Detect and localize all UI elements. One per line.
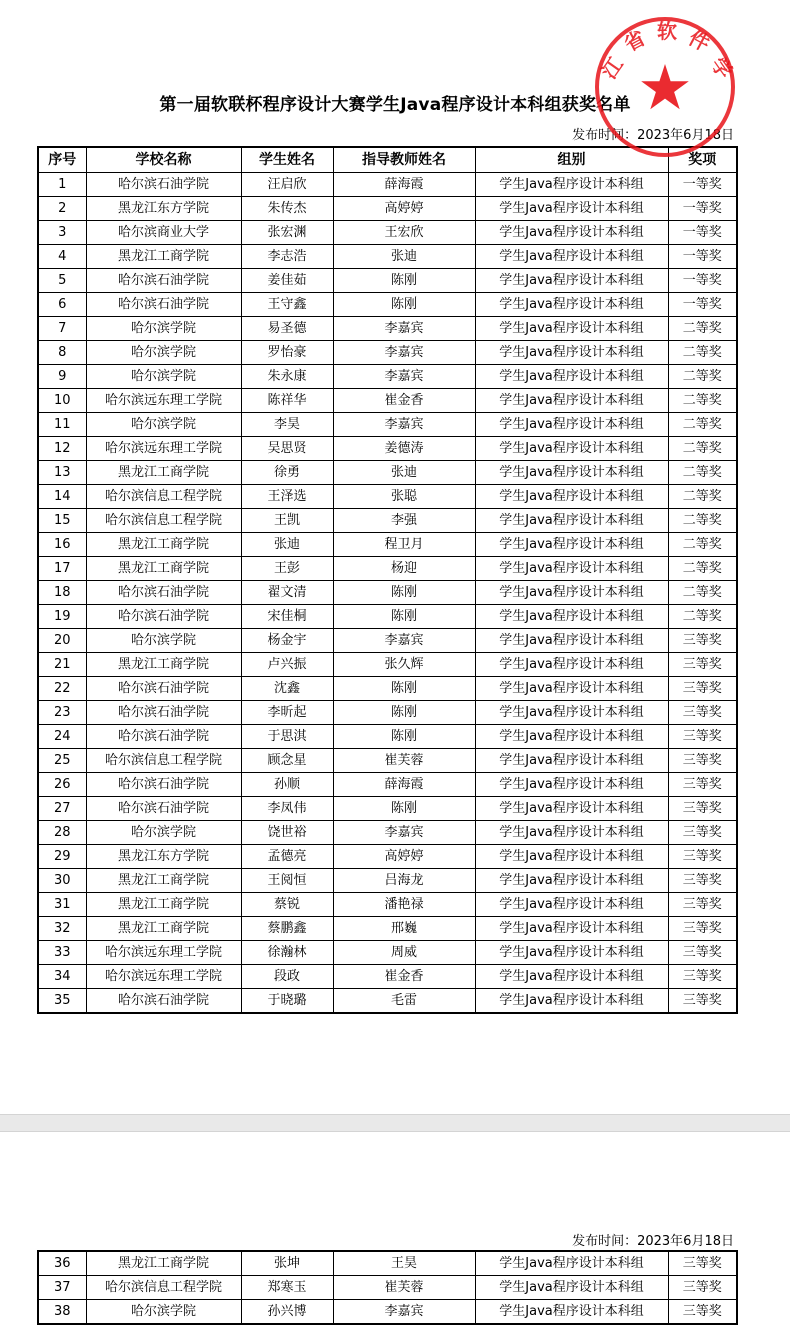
cell-index: 2 xyxy=(38,197,86,221)
cell-student: 王泽选 xyxy=(241,485,333,509)
official-seal-stamp xyxy=(590,12,740,162)
cell-index: 33 xyxy=(38,941,86,965)
cell-school: 哈尔滨石油学院 xyxy=(86,173,241,197)
cell-award: 二等奖 xyxy=(668,413,737,437)
cell-school: 哈尔滨学院 xyxy=(86,317,241,341)
cell-advisor: 李嘉宾 xyxy=(333,413,475,437)
cell-index: 20 xyxy=(38,629,86,653)
cell-school: 哈尔滨商业大学 xyxy=(86,221,241,245)
cell-group: 学生Java程序设计本科组 xyxy=(475,845,668,869)
table-row xyxy=(38,869,737,893)
cell-index: 30 xyxy=(38,869,86,893)
cell-student: 王凯 xyxy=(241,509,333,533)
cell-student: 宋佳桐 xyxy=(241,605,333,629)
cell-student: 姜佳茹 xyxy=(241,269,333,293)
table-row xyxy=(38,269,737,293)
cell-index: 38 xyxy=(38,1300,86,1325)
cell-advisor: 崔芙蓉 xyxy=(333,1276,475,1300)
cell-student: 易圣德 xyxy=(241,317,333,341)
cell-group: 学生Java程序设计本科组 xyxy=(475,1251,668,1276)
cell-group: 学生Java程序设计本科组 xyxy=(475,989,668,1014)
cell-group: 学生Java程序设计本科组 xyxy=(475,341,668,365)
cell-student: 蔡鹏鑫 xyxy=(241,917,333,941)
cell-group: 学生Java程序设计本科组 xyxy=(475,485,668,509)
table-row xyxy=(38,509,737,533)
cell-school: 黑龙江东方学院 xyxy=(86,845,241,869)
cell-group: 学生Java程序设计本科组 xyxy=(475,389,668,413)
cell-school: 黑龙江工商学院 xyxy=(86,245,241,269)
cell-school: 哈尔滨学院 xyxy=(86,365,241,389)
cell-group: 学生Java程序设计本科组 xyxy=(475,725,668,749)
cell-school: 哈尔滨石油学院 xyxy=(86,701,241,725)
cell-index: 26 xyxy=(38,773,86,797)
table-row xyxy=(38,893,737,917)
table-row xyxy=(38,485,737,509)
cell-index: 36 xyxy=(38,1251,86,1276)
cell-group: 学生Java程序设计本科组 xyxy=(475,1276,668,1300)
cell-award: 二等奖 xyxy=(668,437,737,461)
cell-index: 7 xyxy=(38,317,86,341)
cell-group: 学生Java程序设计本科组 xyxy=(475,293,668,317)
cell-index: 28 xyxy=(38,821,86,845)
cell-award: 二等奖 xyxy=(668,557,737,581)
cell-index: 37 xyxy=(38,1276,86,1300)
cell-index: 17 xyxy=(38,557,86,581)
cell-group: 学生Java程序设计本科组 xyxy=(475,893,668,917)
cell-student: 徐勇 xyxy=(241,461,333,485)
cell-index: 4 xyxy=(38,245,86,269)
svg-text:江: 江 xyxy=(596,52,628,84)
cell-advisor: 陈刚 xyxy=(333,605,475,629)
cell-group: 学生Java程序设计本科组 xyxy=(475,509,668,533)
cell-award: 一等奖 xyxy=(668,197,737,221)
cell-advisor: 陈刚 xyxy=(333,581,475,605)
cell-advisor: 杨迎 xyxy=(333,557,475,581)
cell-group: 学生Java程序设计本科组 xyxy=(475,869,668,893)
cell-student: 陈祥华 xyxy=(241,389,333,413)
cell-award: 二等奖 xyxy=(668,461,737,485)
cell-school: 黑龙江工商学院 xyxy=(86,557,241,581)
cell-award: 三等奖 xyxy=(668,941,737,965)
cell-index: 16 xyxy=(38,533,86,557)
svg-text:省: 省 xyxy=(620,25,650,57)
cell-group: 学生Java程序设计本科组 xyxy=(475,605,668,629)
cell-advisor: 陈刚 xyxy=(333,701,475,725)
cell-school: 黑龙江工商学院 xyxy=(86,869,241,893)
cell-advisor: 邢巍 xyxy=(333,917,475,941)
table-row xyxy=(38,245,737,269)
cell-advisor: 王宏欣 xyxy=(333,221,475,245)
header-group: 组别 xyxy=(475,147,668,173)
cell-school: 哈尔滨信息工程学院 xyxy=(86,749,241,773)
page-separator xyxy=(0,1114,790,1132)
cell-award: 一等奖 xyxy=(668,221,737,245)
cell-advisor: 吕海龙 xyxy=(333,869,475,893)
cell-group: 学生Java程序设计本科组 xyxy=(475,629,668,653)
cell-group: 学生Java程序设计本科组 xyxy=(475,461,668,485)
cell-index: 24 xyxy=(38,725,86,749)
cell-school: 哈尔滨远东理工学院 xyxy=(86,965,241,989)
cell-award: 三等奖 xyxy=(668,1276,737,1300)
cell-group: 学生Java程序设计本科组 xyxy=(475,581,668,605)
table-row xyxy=(38,821,737,845)
cell-school: 黑龙江工商学院 xyxy=(86,1251,241,1276)
cell-award: 三等奖 xyxy=(668,821,737,845)
cell-group: 学生Java程序设计本科组 xyxy=(475,557,668,581)
cell-student: 段政 xyxy=(241,965,333,989)
cell-group: 学生Java程序设计本科组 xyxy=(475,773,668,797)
cell-advisor: 陈刚 xyxy=(333,677,475,701)
cell-award: 三等奖 xyxy=(668,725,737,749)
table-row xyxy=(38,437,737,461)
cell-school: 黑龙江东方学院 xyxy=(86,197,241,221)
table-row xyxy=(38,677,737,701)
cell-group: 学生Java程序设计本科组 xyxy=(475,533,668,557)
header-index: 序号 xyxy=(38,147,86,173)
cell-award: 三等奖 xyxy=(668,893,737,917)
cell-advisor: 李嘉宾 xyxy=(333,1300,475,1325)
cell-index: 34 xyxy=(38,965,86,989)
cell-award: 一等奖 xyxy=(668,293,737,317)
cell-award: 二等奖 xyxy=(668,581,737,605)
header-student: 学生姓名 xyxy=(241,147,333,173)
cell-advisor: 周威 xyxy=(333,941,475,965)
cell-advisor: 张迪 xyxy=(333,245,475,269)
cell-school: 黑龙江工商学院 xyxy=(86,653,241,677)
cell-award: 三等奖 xyxy=(668,797,737,821)
cell-advisor: 崔金香 xyxy=(333,389,475,413)
table-row xyxy=(38,941,737,965)
cell-student: 孟德亮 xyxy=(241,845,333,869)
cell-group: 学生Java程序设计本科组 xyxy=(475,749,668,773)
cell-student: 张坤 xyxy=(241,1251,333,1276)
cell-student: 张迪 xyxy=(241,533,333,557)
table-row xyxy=(38,917,737,941)
cell-student: 王彭 xyxy=(241,557,333,581)
table-row xyxy=(38,413,737,437)
cell-school: 哈尔滨石油学院 xyxy=(86,725,241,749)
cell-award: 二等奖 xyxy=(668,509,737,533)
cell-student: 李志浩 xyxy=(241,245,333,269)
table-row xyxy=(38,557,737,581)
award-table-page-1 xyxy=(37,146,738,1014)
table-row xyxy=(38,989,737,1014)
cell-school: 哈尔滨石油学院 xyxy=(86,293,241,317)
cell-student: 于晓璐 xyxy=(241,989,333,1014)
cell-advisor: 崔金香 xyxy=(333,965,475,989)
cell-award: 二等奖 xyxy=(668,605,737,629)
cell-group: 学生Java程序设计本科组 xyxy=(475,197,668,221)
cell-group: 学生Java程序设计本科组 xyxy=(475,821,668,845)
cell-student: 卢兴振 xyxy=(241,653,333,677)
cell-school: 哈尔滨信息工程学院 xyxy=(86,509,241,533)
cell-student: 汪启欣 xyxy=(241,173,333,197)
cell-index: 1 xyxy=(38,173,86,197)
cell-student: 罗怡豪 xyxy=(241,341,333,365)
cell-award: 一等奖 xyxy=(668,173,737,197)
cell-advisor: 李嘉宾 xyxy=(333,341,475,365)
cell-index: 35 xyxy=(38,989,86,1014)
cell-advisor: 李嘉宾 xyxy=(333,365,475,389)
cell-student: 于思淇 xyxy=(241,725,333,749)
cell-award: 二等奖 xyxy=(668,365,737,389)
table-row xyxy=(38,1300,737,1325)
document-page-2 xyxy=(0,1132,790,1342)
cell-advisor: 薛海霞 xyxy=(333,173,475,197)
cell-school: 哈尔滨远东理工学院 xyxy=(86,437,241,461)
cell-school: 哈尔滨信息工程学院 xyxy=(86,1276,241,1300)
svg-text:件: 件 xyxy=(684,25,714,57)
table-row xyxy=(38,461,737,485)
cell-index: 18 xyxy=(38,581,86,605)
cell-school: 哈尔滨学院 xyxy=(86,821,241,845)
cell-advisor: 王昊 xyxy=(333,1251,475,1276)
cell-student: 李昊 xyxy=(241,413,333,437)
cell-group: 学生Java程序设计本科组 xyxy=(475,245,668,269)
cell-advisor: 毛雷 xyxy=(333,989,475,1014)
cell-index: 32 xyxy=(38,917,86,941)
cell-student: 沈鑫 xyxy=(241,677,333,701)
cell-award: 三等奖 xyxy=(668,701,737,725)
cell-school: 哈尔滨信息工程学院 xyxy=(86,485,241,509)
cell-award: 三等奖 xyxy=(668,749,737,773)
cell-advisor: 李嘉宾 xyxy=(333,317,475,341)
cell-student: 孙顺 xyxy=(241,773,333,797)
table-row xyxy=(38,365,737,389)
cell-index: 29 xyxy=(38,845,86,869)
cell-advisor: 高婷婷 xyxy=(333,845,475,869)
cell-index: 8 xyxy=(38,341,86,365)
cell-index: 9 xyxy=(38,365,86,389)
table-row xyxy=(38,965,737,989)
cell-award: 三等奖 xyxy=(668,677,737,701)
cell-student: 张宏渊 xyxy=(241,221,333,245)
cell-award: 三等奖 xyxy=(668,965,737,989)
table-row xyxy=(38,221,737,245)
cell-index: 25 xyxy=(38,749,86,773)
cell-group: 学生Java程序设计本科组 xyxy=(475,917,668,941)
cell-group: 学生Java程序设计本科组 xyxy=(475,965,668,989)
cell-award: 二等奖 xyxy=(668,317,737,341)
cell-school: 哈尔滨石油学院 xyxy=(86,797,241,821)
publish-date-page-2: 发布时间：2023年6月18日 xyxy=(572,1234,734,1249)
cell-student: 翟文清 xyxy=(241,581,333,605)
cell-group: 学生Java程序设计本科组 xyxy=(475,941,668,965)
table-row xyxy=(38,845,737,869)
publish-date: 发布时间：2023年6月18日 xyxy=(572,128,734,143)
cell-group: 学生Java程序设计本科组 xyxy=(475,677,668,701)
cell-student: 李凤伟 xyxy=(241,797,333,821)
table-row xyxy=(38,173,737,197)
table-row xyxy=(38,317,737,341)
cell-advisor: 崔芙蓉 xyxy=(333,749,475,773)
cell-school: 哈尔滨石油学院 xyxy=(86,989,241,1014)
cell-award: 三等奖 xyxy=(668,773,737,797)
cell-advisor: 李嘉宾 xyxy=(333,629,475,653)
table-row xyxy=(38,389,737,413)
cell-student: 饶世裕 xyxy=(241,821,333,845)
cell-award: 三等奖 xyxy=(668,989,737,1014)
cell-school: 哈尔滨石油学院 xyxy=(86,581,241,605)
document-title: 第一届软联杯程序设计大赛学生Java程序设计本科组获奖名单 xyxy=(159,95,631,115)
cell-student: 孙兴博 xyxy=(241,1300,333,1325)
cell-school: 黑龙江工商学院 xyxy=(86,893,241,917)
cell-award: 二等奖 xyxy=(668,485,737,509)
cell-index: 3 xyxy=(38,221,86,245)
cell-school: 哈尔滨远东理工学院 xyxy=(86,941,241,965)
table-row xyxy=(38,341,737,365)
cell-school: 哈尔滨学院 xyxy=(86,341,241,365)
header-award: 奖项 xyxy=(668,147,737,173)
cell-group: 学生Java程序设计本科组 xyxy=(475,797,668,821)
cell-school: 哈尔滨远东理工学院 xyxy=(86,389,241,413)
award-table-page-2 xyxy=(37,1250,738,1325)
cell-index: 11 xyxy=(38,413,86,437)
header-advisor: 指导教师姓名 xyxy=(333,147,475,173)
cell-group: 学生Java程序设计本科组 xyxy=(475,365,668,389)
cell-advisor: 张聪 xyxy=(333,485,475,509)
cell-advisor: 陈刚 xyxy=(333,797,475,821)
cell-award: 二等奖 xyxy=(668,341,737,365)
cell-group: 学生Java程序设计本科组 xyxy=(475,1300,668,1325)
cell-student: 王阅恒 xyxy=(241,869,333,893)
cell-award: 二等奖 xyxy=(668,389,737,413)
cell-index: 13 xyxy=(38,461,86,485)
cell-award: 三等奖 xyxy=(668,1251,737,1276)
cell-group: 学生Java程序设计本科组 xyxy=(475,437,668,461)
cell-student: 顾念星 xyxy=(241,749,333,773)
cell-advisor: 李嘉宾 xyxy=(333,821,475,845)
cell-school: 黑龙江工商学院 xyxy=(86,533,241,557)
cell-group: 学生Java程序设计本科组 xyxy=(475,701,668,725)
cell-group: 学生Java程序设计本科组 xyxy=(475,413,668,437)
cell-index: 15 xyxy=(38,509,86,533)
cell-award: 三等奖 xyxy=(668,629,737,653)
table-row xyxy=(38,797,737,821)
cell-advisor: 陈刚 xyxy=(333,269,475,293)
cell-index: 22 xyxy=(38,677,86,701)
svg-text:软: 软 xyxy=(657,19,677,43)
cell-group: 学生Java程序设计本科组 xyxy=(475,269,668,293)
table-row xyxy=(38,629,737,653)
cell-group: 学生Java程序设计本科组 xyxy=(475,173,668,197)
cell-index: 5 xyxy=(38,269,86,293)
cell-award: 三等奖 xyxy=(668,1300,737,1325)
cell-index: 12 xyxy=(38,437,86,461)
cell-student: 吴思贤 xyxy=(241,437,333,461)
cell-index: 27 xyxy=(38,797,86,821)
cell-student: 郑寒玉 xyxy=(241,1276,333,1300)
cell-school: 哈尔滨石油学院 xyxy=(86,269,241,293)
cell-advisor: 姜德涛 xyxy=(333,437,475,461)
svg-text:学: 学 xyxy=(706,52,738,84)
table-row xyxy=(38,653,737,677)
cell-school: 哈尔滨学院 xyxy=(86,1300,241,1325)
cell-school: 黑龙江工商学院 xyxy=(86,461,241,485)
cell-advisor: 程卫月 xyxy=(333,533,475,557)
cell-index: 10 xyxy=(38,389,86,413)
cell-student: 徐瀚林 xyxy=(241,941,333,965)
cell-award: 三等奖 xyxy=(668,869,737,893)
cell-advisor: 薛海霞 xyxy=(333,773,475,797)
header-school: 学校名称 xyxy=(86,147,241,173)
cell-school: 哈尔滨学院 xyxy=(86,629,241,653)
cell-award: 一等奖 xyxy=(668,269,737,293)
cell-award: 三等奖 xyxy=(668,845,737,869)
cell-advisor: 张久辉 xyxy=(333,653,475,677)
cell-student: 李昕起 xyxy=(241,701,333,725)
table-row xyxy=(38,197,737,221)
cell-school: 哈尔滨石油学院 xyxy=(86,773,241,797)
cell-award: 三等奖 xyxy=(668,653,737,677)
table-row xyxy=(38,605,737,629)
table-row xyxy=(38,701,737,725)
cell-index: 6 xyxy=(38,293,86,317)
cell-award: 三等奖 xyxy=(668,917,737,941)
cell-advisor: 潘艳禄 xyxy=(333,893,475,917)
cell-index: 14 xyxy=(38,485,86,509)
cell-group: 学生Java程序设计本科组 xyxy=(475,653,668,677)
cell-award: 一等奖 xyxy=(668,245,737,269)
cell-school: 哈尔滨石油学院 xyxy=(86,605,241,629)
table-row xyxy=(38,749,737,773)
cell-student: 杨金宇 xyxy=(241,629,333,653)
table-row xyxy=(38,581,737,605)
table-row xyxy=(38,533,737,557)
cell-index: 23 xyxy=(38,701,86,725)
cell-student: 王守鑫 xyxy=(241,293,333,317)
cell-advisor: 张迪 xyxy=(333,461,475,485)
table-row xyxy=(38,1276,737,1300)
cell-school: 哈尔滨学院 xyxy=(86,413,241,437)
cell-advisor: 陈刚 xyxy=(333,725,475,749)
cell-student: 朱传杰 xyxy=(241,197,333,221)
table-row xyxy=(38,293,737,317)
cell-student: 朱永康 xyxy=(241,365,333,389)
cell-student: 蔡锐 xyxy=(241,893,333,917)
cell-award: 二等奖 xyxy=(668,533,737,557)
cell-group: 学生Java程序设计本科组 xyxy=(475,317,668,341)
cell-index: 21 xyxy=(38,653,86,677)
cell-group: 学生Java程序设计本科组 xyxy=(475,221,668,245)
table-row xyxy=(38,725,737,749)
cell-school: 哈尔滨石油学院 xyxy=(86,677,241,701)
cell-index: 19 xyxy=(38,605,86,629)
cell-advisor: 李强 xyxy=(333,509,475,533)
cell-index: 31 xyxy=(38,893,86,917)
table-row xyxy=(38,773,737,797)
cell-advisor: 陈刚 xyxy=(333,293,475,317)
cell-school: 黑龙江工商学院 xyxy=(86,917,241,941)
table-row xyxy=(38,1251,737,1276)
cell-advisor: 高婷婷 xyxy=(333,197,475,221)
